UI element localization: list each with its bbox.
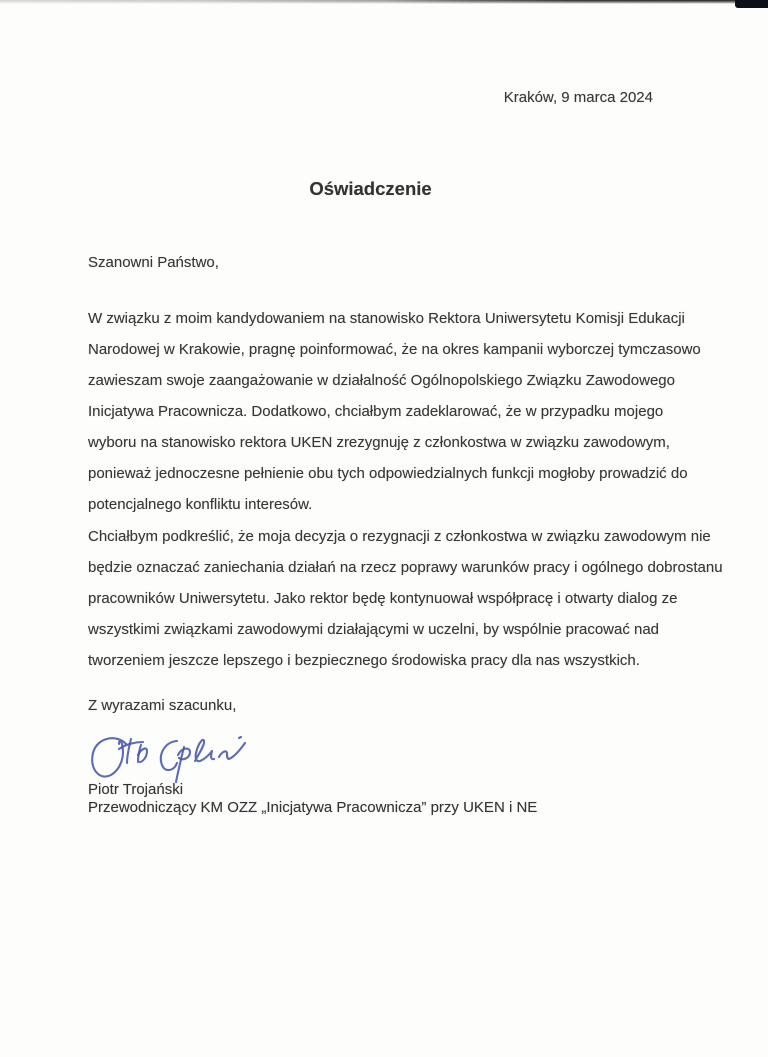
letter-title: Oświadczenie	[309, 178, 432, 199]
body-line: Inicjatywa Pracownicza. Dodatkowo, chciałbym zadeklarować, że w przypadku mojego	[88, 403, 664, 420]
body-line: pracowników Uniwersytetu. Jako rektor będę kontynuował współpracę i otwarty dialog ze	[88, 590, 678, 607]
body-line: wszystkimi związkami zawodowymi działającymi w uczelni, by wspólnie pracować nad	[88, 621, 660, 638]
signer-role: Przewodniczący KM OZZ „Inicjatywa Pracownicza” przy UKEN i NE	[88, 798, 538, 816]
body-line: będzie oznaczać zaniechania działań na rzecz poprawy warunków pracy i ogólnego dobrostanu	[88, 559, 723, 576]
closing-phrase: Z wyrazami szacunku,	[88, 697, 237, 714]
body-line: wyboru na stanowisko rektora UKEN zrezygnuję z członkostwa w związku zawodowym,	[88, 434, 670, 451]
date-line: Kraków, 9 marca 2024	[503, 89, 653, 106]
paragraph-2	[88, 521, 723, 676]
handwritten-signature	[84, 731, 262, 787]
salutation: Szanowni Państwo,	[88, 254, 219, 271]
body-line: ponieważ jednoczesne pełnienie obu tych odpowiedzialnych funkcji mogłoby prowadzić do	[88, 465, 688, 482]
body-line: Chciałbym podkreślić, że moja decyzja o rezygnacji z członkostwa w związku zawodowym nie	[88, 528, 711, 545]
body-line: tworzeniem jeszcze lepszego i bezpiecznego środowiska pracy dla nas wszystkich.	[88, 652, 640, 669]
body-line: W związku z moim kandydowaniem na stanowisko Rektora Uniwersytetu Komisji Edukacji	[88, 310, 685, 327]
paragraph-1	[88, 303, 701, 520]
scan-artifact-top-edge	[0, 0, 768, 4]
scan-artifact-corner-mark	[735, 0, 768, 8]
body-line: Narodowej w Krakowie, pragnę poinformować, że na okres kampanii wyborczej tymczasowo	[88, 341, 701, 358]
body-line: potencjalnego konfliktu interesów.	[88, 496, 313, 513]
body-line: zawieszam swoje zaangażowanie w działalność Ogólnopolskiego Związku Zawodowego	[88, 372, 675, 389]
signer-name: Piotr Trojański	[88, 781, 184, 798]
